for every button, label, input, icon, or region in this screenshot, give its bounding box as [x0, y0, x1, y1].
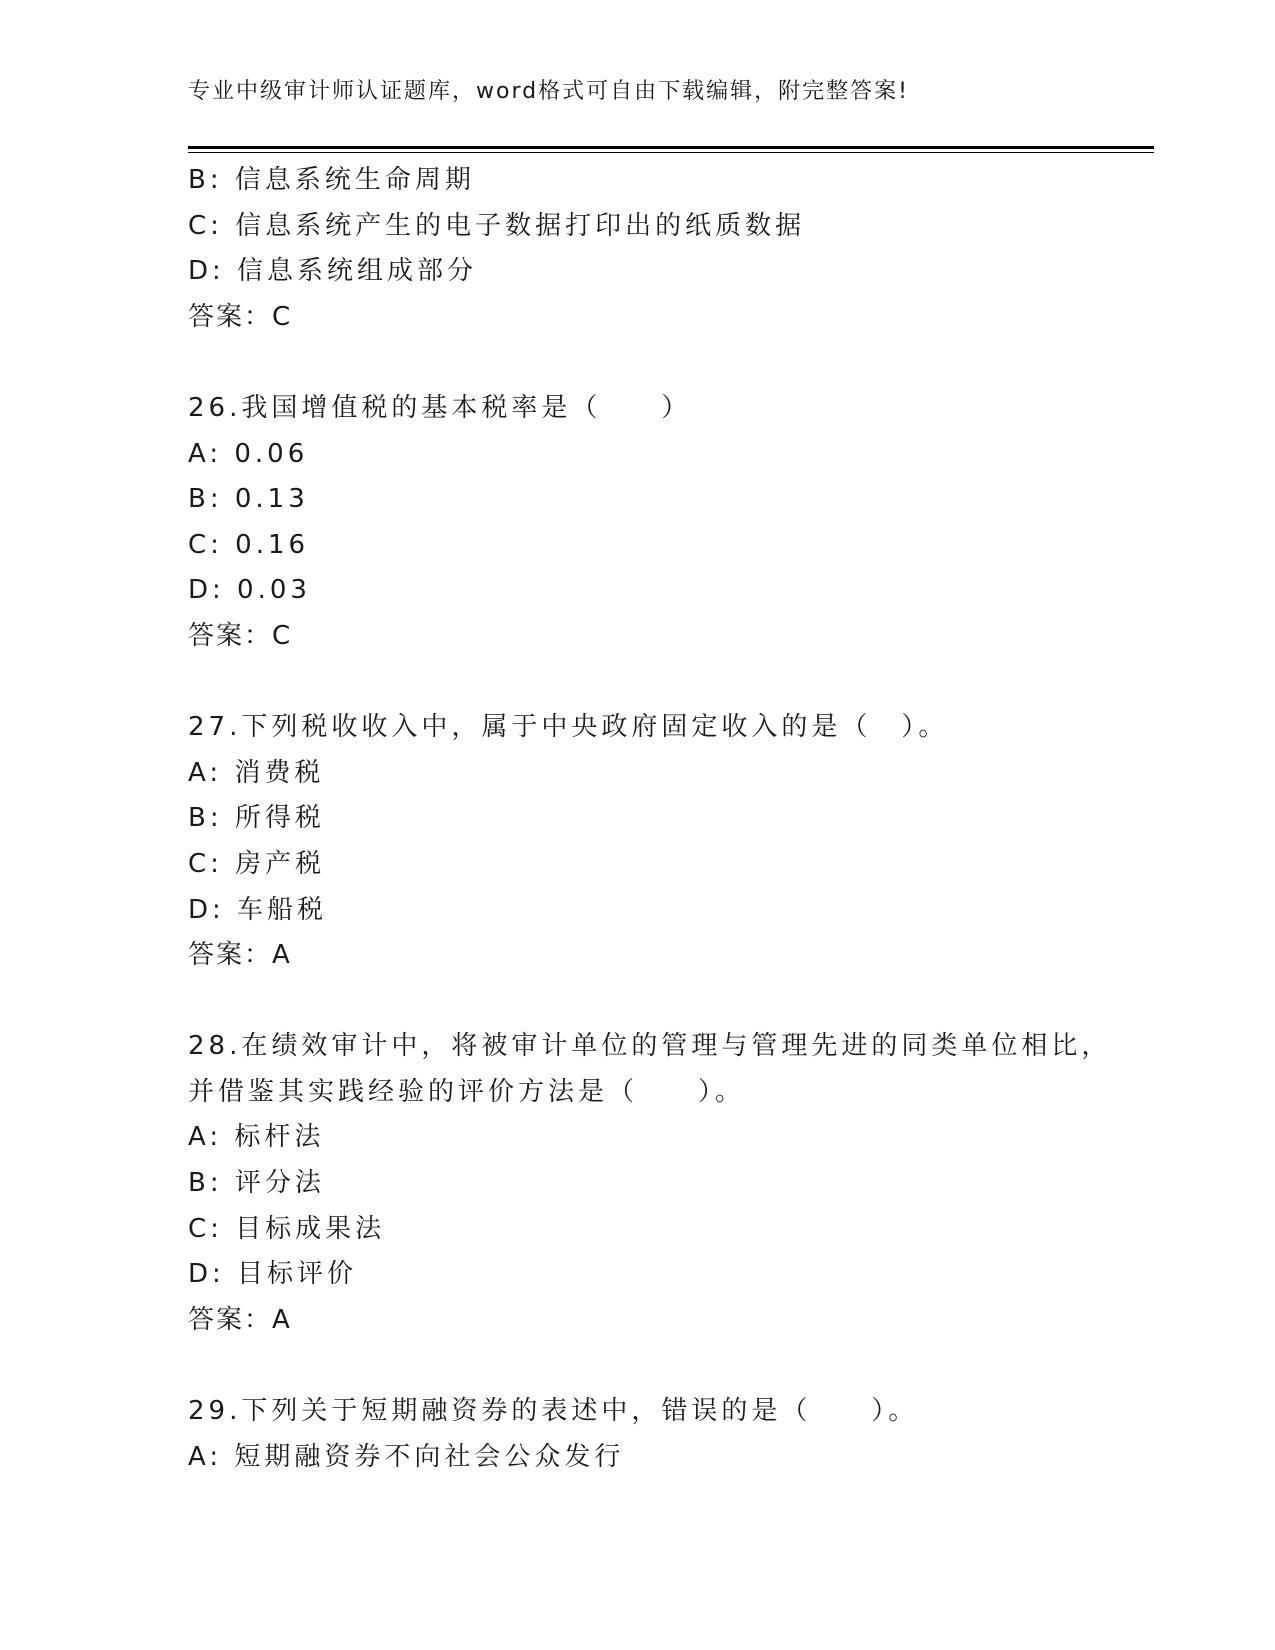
question-stem: 26.我国增值税的基本税率是（ ）: [188, 392, 692, 423]
option-a: A: 0.06: [188, 438, 309, 469]
answer: 答案：A: [188, 1304, 292, 1335]
question-stem-line-2: 并借鉴其实践经验的评价方法是（ ）。: [188, 1076, 746, 1107]
option-d: D: 目标评价: [188, 1259, 358, 1290]
spacer: [188, 1343, 1148, 1389]
option-b: B: 所得税: [188, 803, 325, 834]
option-b: B: 评分法: [188, 1168, 325, 1199]
page-header: 专业中级审计师认证题库，word格式可自由下载编辑，附完整答案!: [188, 79, 909, 104]
option-c: C: 0.16: [188, 529, 310, 560]
option-a: A: 标杆法: [188, 1122, 325, 1153]
question-26: [188, 386, 1148, 660]
header-rule-thin: [188, 152, 1154, 153]
answer: 答案：C: [188, 301, 293, 332]
question-stem-line-1: 28.在绩效审计中，将被审计单位的管理与管理先进的同类单位相比，: [188, 1031, 1112, 1062]
option-d: D: 车船税: [188, 894, 328, 925]
spacer: [188, 979, 1148, 1025]
spacer: [188, 340, 1148, 386]
option-a: A: 消费税: [188, 757, 325, 788]
option-c: C: 信息系统产生的电子数据打印出的纸质数据: [188, 210, 806, 241]
option-b: B: 0.13: [188, 484, 309, 515]
option-d: D: 0.03: [188, 575, 311, 606]
option-d: D: 信息系统组成部分: [188, 256, 478, 287]
answer: 答案：A: [188, 940, 292, 971]
answer: 答案：C: [188, 620, 293, 651]
question-stem: 29.下列关于短期融资券的表述中，错误的是（ ）。: [188, 1396, 919, 1427]
question-28: [188, 1024, 1148, 1343]
option-b: B: 信息系统生命周期: [188, 165, 475, 195]
spacer: [188, 660, 1148, 706]
question-29: [188, 1389, 1148, 1480]
question-fragment: [188, 158, 1148, 340]
header-rule-thick: [188, 146, 1154, 149]
question-stem: 27.下列税收收入中，属于中央政府固定收入的是（ ）。: [188, 712, 949, 743]
option-c: C: 房产税: [188, 848, 326, 879]
option-c: C: 目标成果法: [188, 1213, 386, 1244]
question-list: [188, 158, 1148, 1480]
option-a: A: 短期融资券不向社会公众发行: [188, 1441, 625, 1472]
question-27: [188, 705, 1148, 979]
